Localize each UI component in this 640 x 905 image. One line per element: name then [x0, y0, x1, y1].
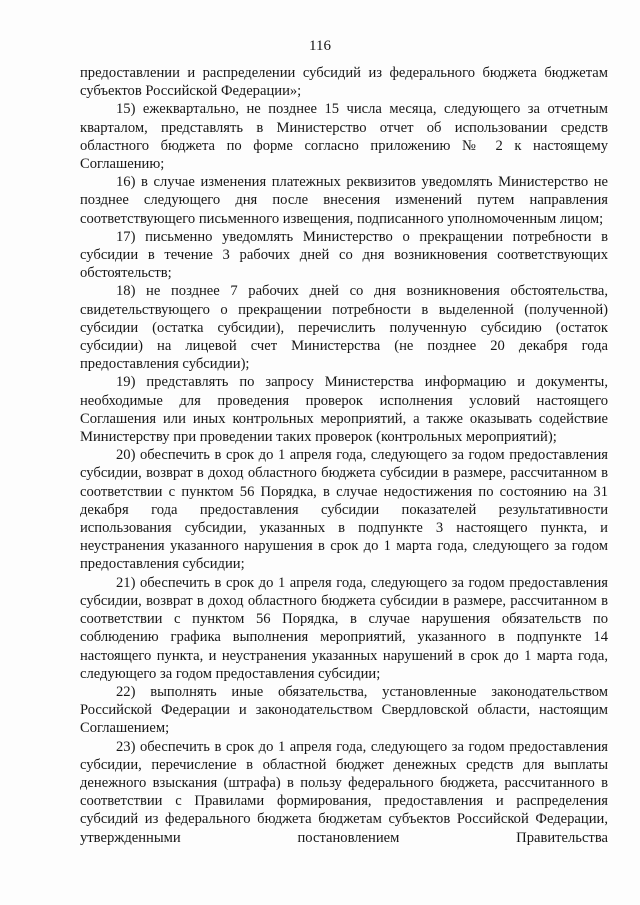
paragraph-item-22: 22) выполнять иные обязательства, установленные законодательством Российской Федерации и законодательством Свердловской области, настоящим Соглашением;: [80, 683, 608, 737]
paragraph-item-20: 20) обеспечить в срок до 1 апреля года, следующего за годом предоставления субсидии, возврат в доход областного бюджета субсидии в размере, рассчитанном в соответствии с пунктом 56 Порядка, в случае недостижения по состоянию на 31 декабря года предоставления субсидии показателей результативности использования субсидии, указанных в подпункте 3 настоящего пункта, и неустранения указанного нарушения в срок до 1 марта года, следующего за годом предоставления субсидии;: [80, 447, 608, 573]
paragraph-continuation: предоставлении и распределении субсидий из федерального бюджета бюджетам субъектов Российской Федерации»;: [80, 65, 608, 100]
paragraph-item-15: 15) ежеквартально, не позднее 15 числа месяца, следующего за отчетным кварталом, представлять в Министерство отчет об использовании средств областного бюджета по форме согласно приложению № 2 к настоящему Соглашению;: [80, 101, 608, 173]
paragraph-item-16: 16) в случае изменения платежных реквизитов уведомлять Министерство не позднее следующего дня после внесения изменений путем направления соответствующего письменного извещения, подписанного уполномоченным лицом;: [80, 174, 608, 227]
paragraph-item-19: 19) представлять по запросу Министерства информацию и документы, необходимые для проведения проверок исполнения условий настоящего Соглашения или иных контрольных мероприятий, а также оказывать содействие Министерству при проведении таких проверок (контрольных мероприятий);: [80, 374, 608, 446]
paragraph-item-18: 18) не позднее 7 рабочих дней со дня возникновения обстоятельства, свидетельствующего о прекращении потребности в выделенной (полученной) субсидии (остатка субсидии), перечислить полученную субсидию (остаток субсидии) на лицевой счет Министерства (не позднее 20 декабря года предоставления субсидии);: [80, 283, 608, 373]
document-body: [80, 64, 608, 847]
paragraph-item-21: 21) обеспечить в срок до 1 апреля года, следующего за годом предоставления субсидии, возврат в доход областного бюджета субсидии в размере, рассчитанном в соответствии с пунктом 56 Порядка, в случае нарушения обязательств по соблюдению графика выполнения мероприятий, указанного в подпункте 14 настоящего пункта, и неустранения указанных нарушений в срок до 1 марта года, следующего за годом предоставления субсидии;: [80, 574, 608, 682]
paragraph-item-17: 17) письменно уведомлять Министерство о прекращении потребности в субсидии в течение 3 рабочих дней со дня возникновения соответствующих обстоятельств;: [80, 228, 608, 282]
page-number: 116: [309, 38, 331, 54]
paragraph-item-23: 23) обеспечить в срок до 1 апреля года, следующего за годом предоставления субсидии, перечисление в областной бюджет денежных средств для выплаты денежного взыскания (штрафа) в пользу федерального бюджета, рассчитанного в соответствии с Правилами формирования, предоставления и распределения субсидий из федерального бюджета бюджетам субъектов Российской Федерации, утвержденными постановлением Правительства: [80, 738, 608, 846]
